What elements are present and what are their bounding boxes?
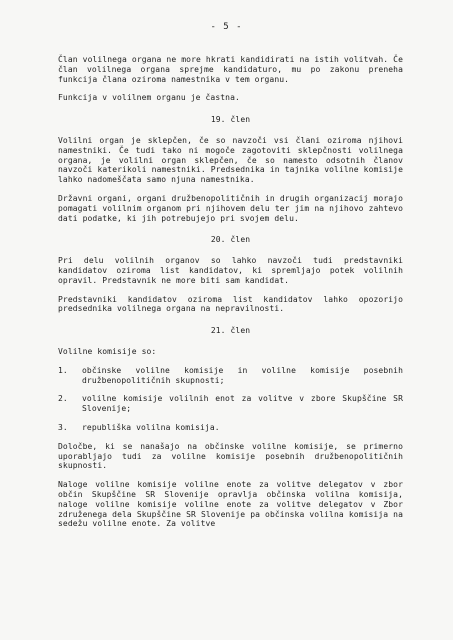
paragraph: Funkcija v volilnem organu je častna.: [58, 93, 240, 103]
article-heading-21: 21. člen: [210, 326, 251, 336]
paragraph: Volilni organ je sklepčen, če so navzoči vsi člani oziroma njihovi namestniki. Če tudi tako ni mogoče zagotoviti sklepčnosti volilnega organa, je volilni organ sklepčen, če so namesto odsotnih članov navzoči katerikoli namestniki. Predsednika in tajnika volilne komisije lahko nadomeščata samo njuna namestnika.: [58, 135, 403, 185]
list-item-number: 3.: [58, 422, 68, 432]
article-heading-19: 19. člen: [210, 115, 251, 125]
paragraph: Določbe, ki se nanašajo na občinske volilne komisije, se primerno uporabljajo tudi za volilne komisije posebnih družbenopolitičnih skupnosti.: [58, 441, 403, 471]
list-item-text: volilne komisije volilnih enot za volitve v zbore Skupščine SR Slovenije;: [82, 394, 403, 414]
list-item-number: 1.: [58, 365, 68, 375]
list-item: [58, 366, 403, 386]
list-item-text: republiška volilna komisija.: [82, 422, 220, 432]
list-intro: Volilne komisije so:: [58, 346, 157, 356]
page-number: - 5 -: [210, 22, 243, 32]
document-body: [58, 55, 403, 538]
article-heading-20: 20. člen: [210, 235, 251, 245]
paragraph: Predstavniki kandidatov oziroma list kandidatov lahko opozorijo predsednika volilnega organa na nepravilnosti.: [58, 294, 403, 314]
paragraph: Pri delu volilnih organov so lahko navzoči tudi predstavniki kandidatov oziroma list kandidatov, ki spremljajo potek volilnih opravil. Predstavnik ne more biti sam kandidat.: [58, 256, 403, 285]
list-item-text: občinske volilne komisije in volilne komisije posebnih družbenopolitičnih skupnosti;: [82, 365, 403, 385]
list-item: [58, 423, 403, 433]
paragraph: Naloge volilne komisije volilne enote za volitve delegatov v zbor občin Skupščine SR Slovenije opravlja občinska volilna komisija, naloge volilne komisije volilne enote za volitve delegatov v Zbor združenega dela Skupščine SR Slovenije pa občinska volilna komisija na sedežu volilne enote. Za volitve: [58, 480, 403, 529]
paragraph: Državni organi, organi družbenopolitičnih in drugih organizacij morajo pomagati volilnim organom pri njihovem delu ter jim na njihovo zahtevo dati podatke, ki jih potrebujejo pri svojem delu.: [58, 193, 403, 223]
list-item: [58, 394, 403, 414]
list-item-number: 2.: [58, 394, 68, 404]
paragraph: Član volilnega organa ne more hkrati kandidirati na istih volitvah. Če član volilnega organa sprejme kandidaturo, mu po zakonu preneha funkcija člana oziroma namestnika v tem organu.: [58, 55, 403, 84]
